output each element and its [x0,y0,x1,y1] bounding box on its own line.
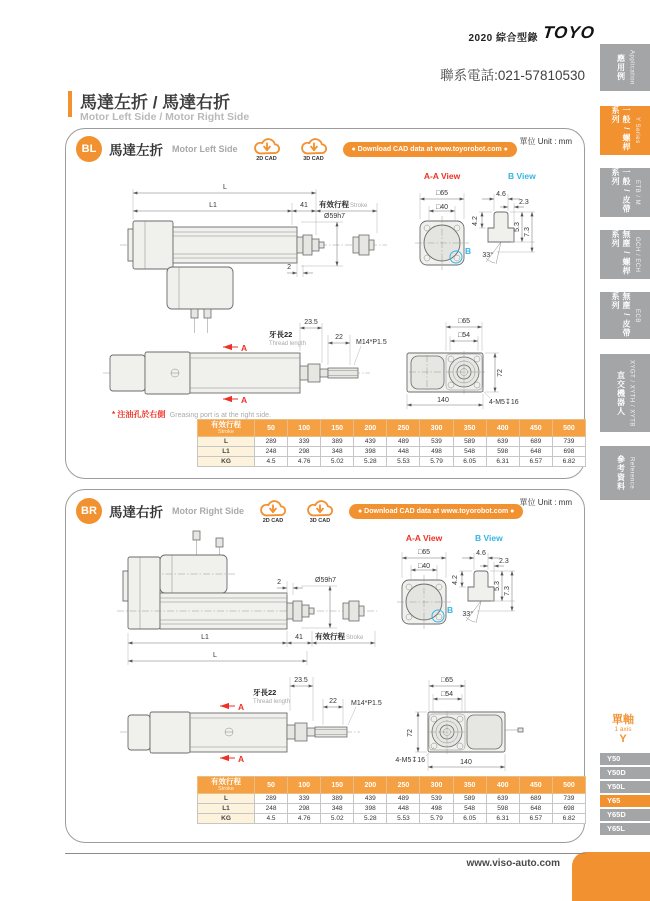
br-technical-drawing [75,525,580,777]
br-unit-label: 單位 Unit : mm [519,498,572,507]
spec-value-cell: 489 [387,794,420,804]
stroke-header-cell: 有效行程 Stroke [198,420,255,437]
spec-value-cell: 348 [321,447,354,457]
spec-value-cell: 6.82 [552,814,585,824]
stroke-col-header: 400 [486,777,519,794]
stroke-col-header: 300 [420,420,453,437]
dim-sq65: □65 [435,190,449,197]
spec-value-cell: 389 [321,437,354,447]
dim-L: L [213,652,217,659]
dim-thread-zh: 牙長22 [269,330,293,339]
spec-value-cell: 639 [486,437,519,447]
download-cad-link[interactable]: ● Download CAD data at www.toyorobot.com ● [349,504,523,519]
cloud-download-icon [251,136,283,158]
stroke-col-header: 100 [288,777,321,794]
spec-value-cell: 598 [486,447,519,457]
dim-sq54: □54 [457,332,471,339]
spec-value-cell: 5.28 [354,814,387,824]
sidebar-tab-reference[interactable] [600,446,650,500]
tab-label-en: GCH / ECH [634,236,640,273]
dim-thread-zh: 牙長22 [253,688,277,697]
dim-2-3: 2.3 [499,558,509,565]
dim-72: 72 [407,729,414,737]
dim-m14: M14*P1.5 [351,700,382,707]
spec-row-l [198,437,586,447]
dim-sq54: □54 [440,691,454,698]
stroke-col-header: 450 [519,420,552,437]
spec-value-cell: 689 [519,794,552,804]
spec-value-cell: 648 [519,804,552,814]
spec-value-cell: 5.53 [387,457,420,467]
footer-divider [65,853,585,854]
dim-23-5: 23.5 [304,319,318,326]
dim-33deg: 33° [482,252,493,259]
br-aa-view [397,533,453,629]
spec-value-cell: 548 [453,804,486,814]
spec-value-cell: 539 [420,437,453,447]
dim-stroke: 有效行程Stroke [319,200,368,209]
cad-2d-label: 2D CAD [262,518,284,524]
spec-value-cell: 5.02 [321,814,354,824]
cloud-download-icon [298,136,330,158]
spec-value-cell: 289 [255,437,288,447]
model-nav-y65[interactable]: Y65 [600,795,650,807]
stroke-header-cell: 有效行程 Stroke [198,777,255,794]
b-marker: B [465,246,472,256]
spec-value-cell: 439 [354,437,387,447]
br-b-view [452,533,515,623]
axis-series: Y [619,733,627,745]
axis-en: 1 axis [614,726,632,733]
spec-row-label: L1 [198,447,255,457]
page-corner-decoration [572,852,650,901]
tab-label-zh: 無塵 / 螺桿系列 [611,230,631,276]
sidebar-tab-xygt-xyth-xytb[interactable] [600,354,650,432]
stroke-col-header: 500 [552,777,585,794]
dim-4-2: 4.2 [452,575,459,585]
spec-row-l1 [198,447,586,457]
axis-nav-header [600,714,646,746]
spec-value-cell: 589 [453,794,486,804]
contact-phone: 聯系電話:021-57810530 [440,68,585,83]
bl-end-view-drawing [407,318,519,409]
spec-value-cell: 5.79 [420,457,453,467]
b-view-label: B View [475,533,503,543]
tab-label-zh: 一般 / 皮帶系列 [611,168,631,214]
dim-sq40: □40 [435,204,449,211]
spec-value-cell: 389 [321,794,354,804]
dim-22: 22 [329,698,337,705]
spec-value-cell: 589 [453,437,486,447]
model-nav-y50l[interactable]: Y50L [600,781,650,793]
spec-value-cell: 398 [354,804,387,814]
bl-b-view [472,171,536,264]
spec-value-cell: 598 [486,804,519,814]
spec-value-cell: 439 [354,794,387,804]
dim-140: 140 [437,397,449,404]
dim-rod-dia: Ø59h7 [324,213,346,220]
stroke-col-header: 150 [321,777,354,794]
spec-row-label: L1 [198,804,255,814]
spec-value-cell: 448 [387,447,420,457]
dim-sq40: □40 [417,563,431,570]
br-spec-table-container [197,776,586,824]
spec-value-cell: 6.31 [486,457,519,467]
tab-label-en: Application [628,50,635,85]
br-top-view-drawing [120,677,382,764]
dim-tap: 4-M5↧16 [395,757,425,764]
section-a-marker: A [238,702,245,712]
tab-label-zh: 無塵 / 皮帶系列 [611,292,631,338]
section-a-marker: A [238,754,245,764]
dim-tap: 4-M5↧16 [489,399,519,406]
stroke-col-header: 200 [354,420,387,437]
spec-value-cell: 348 [321,804,354,814]
dim-140: 140 [460,759,472,766]
spec-value-cell: 6.05 [453,457,486,467]
model-nav-y50[interactable]: Y50 [600,753,650,765]
stroke-col-header: 250 [387,777,420,794]
bl-top-view-drawing [103,319,387,405]
model-nav-y65d[interactable]: Y65D [600,809,650,821]
stroke-col-header: 350 [453,777,486,794]
dim-41: 41 [295,634,303,641]
tab-label-zh: 直交機器人 [616,370,626,416]
br-badge: BR [76,498,102,524]
tab-label-en: ECB [634,308,640,323]
spec-value-cell: 4.76 [288,457,321,467]
dim-sq65: □65 [417,549,431,556]
bl-title-en: Motor Left Side [172,144,238,154]
spec-value-cell: 648 [519,447,552,457]
dim-4-2: 4.2 [472,216,479,226]
stroke-col-header: 300 [420,777,453,794]
section-a-marker: A [241,395,248,405]
stroke-col-header: 400 [486,420,519,437]
bl-badge: BL [76,136,102,162]
sidebar-tab-gch-ech[interactable] [600,230,650,279]
tab-label-en: Y Series [634,117,640,144]
spec-value-cell: 339 [288,437,321,447]
spec-value-cell: 6.57 [519,457,552,467]
aa-view-label: A-A View [405,533,443,543]
spec-value-cell: 539 [420,794,453,804]
bl-title-zh: 馬達左折 [109,143,163,158]
spec-row-label: KG [198,814,255,824]
dim-L: L [223,184,227,191]
spec-value-cell: 698 [552,804,585,814]
dim-2: 2 [287,264,291,271]
spec-value-cell: 6.31 [486,814,519,824]
dim-2-3: 2.3 [519,199,529,206]
tab-label-en: Reference [628,456,635,490]
cad-3d-download[interactable] [302,498,338,524]
cad-2d-label: 2D CAD [256,156,277,162]
stroke-col-header: 50 [255,777,288,794]
dim-L1: L1 [209,202,217,209]
footer-url: www.viso-auto.com [466,858,560,869]
spec-value-cell: 5.28 [354,457,387,467]
dim-2: 2 [277,579,281,586]
spec-value-cell: 689 [519,437,552,447]
dim-stroke: 有效行程Stroke [315,632,364,641]
stroke-col-header: 150 [321,420,354,437]
spec-value-cell: 448 [387,804,420,814]
spec-value-cell: 5.02 [321,457,354,467]
spec-value-cell: 498 [420,804,453,814]
dim-m14: M14*P1.5 [356,339,387,346]
section-a-marker: A [241,343,248,353]
spec-value-cell: 248 [255,804,288,814]
spec-value-cell: 6.57 [519,814,552,824]
page-subtitle: Motor Left Side / Motor Right Side [80,111,250,123]
dim-sq65-end: □65 [457,318,471,325]
spec-value-cell: 339 [288,794,321,804]
sidebar-tab-ecb[interactable] [600,292,650,339]
stroke-col-header: 50 [255,420,288,437]
model-nav-y65l[interactable]: Y65L [600,823,650,835]
dim-L1: L1 [201,634,209,641]
spec-value-cell: 298 [288,447,321,457]
spec-value-cell: 298 [288,804,321,814]
dim-72: 72 [497,369,504,377]
spec-value-cell: 739 [552,794,585,804]
stroke-col-header: 500 [552,420,585,437]
dim-41: 41 [300,202,308,209]
spec-value-cell: 5.53 [387,814,420,824]
dim-33deg: 33° [462,611,473,618]
bl-unit-label: 單位 Unit : mm [519,137,572,146]
tab-label-en: ETB / M [634,179,640,206]
title-accent-bar [68,91,72,117]
aa-view-label: A-A View [423,171,461,181]
spec-value-cell: 698 [552,447,585,457]
dim-thread-en: Thread length [253,699,291,705]
spec-row-label: L [198,794,255,804]
spec-row-kg [198,814,586,824]
dim-sq65-end: □65 [440,677,454,684]
stroke-col-header: 250 [387,420,420,437]
dim-7-3: 7.3 [504,586,511,596]
spec-value-cell: 489 [387,437,420,447]
sidebar-tab-etb-m[interactable] [600,168,650,217]
br-end-view-drawing [395,677,523,771]
spec-value-cell: 739 [552,437,585,447]
spec-value-cell: 6.82 [552,457,585,467]
stroke-spec-table [197,419,586,467]
dim-7-3: 7.3 [524,227,531,237]
download-cad-link[interactable]: ● Download CAD data at www.toyorobot.com ● [343,142,517,157]
greasing-note-zh: * 注油孔於右側 [112,410,166,419]
spec-value-cell: 248 [255,447,288,457]
cad-3d-label: 3D CAD [309,518,331,524]
spec-value-cell: 498 [420,447,453,457]
bl-aa-view [415,171,471,270]
spec-value-cell: 639 [486,794,519,804]
sidebar-tab-application[interactable] [600,44,650,91]
dim-rod-dia: Ø59h7 [315,577,337,584]
spec-row-label: L [198,437,255,447]
cloud-download-icon [304,498,336,520]
b-view-label: B View [508,171,536,181]
stroke-col-header: 200 [354,777,387,794]
b-marker: B [447,605,454,615]
bl-technical-drawing [75,165,580,423]
dim-23-5: 23.5 [294,677,308,684]
br-title-en: Motor Right Side [172,506,244,516]
catalog-edition: 2020 綜合型錄 [468,33,538,44]
spec-row-kg [198,457,586,467]
tab-label-zh: 參考資料 [616,455,626,491]
tab-label-zh: 一般 / 螺桿系列 [611,106,631,152]
dim-22: 22 [335,334,343,341]
sidebar-tab-y-series[interactable] [600,106,650,155]
br-title-zh: 馬達右折 [109,505,163,520]
spec-value-cell: 548 [453,447,486,457]
stroke-spec-table [197,776,586,824]
bl-spec-table-container [197,419,586,467]
stroke-col-header: 450 [519,777,552,794]
spec-row-l1 [198,804,586,814]
stroke-col-header: 350 [453,420,486,437]
dim-5-3: 5.3 [494,581,501,591]
greasing-note-en: Greasing port is at the right side. [169,412,271,419]
cad-2d-download[interactable] [249,136,285,162]
cloud-download-icon [257,498,289,520]
spec-value-cell: 289 [255,794,288,804]
cad-3d-download[interactable] [296,136,332,162]
dim-thread-en: Thread length [269,341,307,347]
spec-value-cell: 4.76 [288,814,321,824]
model-nav-y50d[interactable]: Y50D [600,767,650,779]
spec-row-label: KG [198,457,255,467]
br-side-view-drawing [117,531,377,629]
dim-5-3: 5.3 [514,222,521,232]
stroke-col-header: 100 [288,420,321,437]
page-title: 馬達左折 / 馬達右折 [80,93,231,112]
dim-4-6: 4.6 [496,191,506,198]
spec-value-cell: 4.5 [255,457,288,467]
tab-label-en: XYGT / XYTH / XYTB [628,359,635,427]
cad-3d-label: 3D CAD [303,156,324,162]
dim-4-6: 4.6 [476,550,486,557]
spec-row-l [198,794,586,804]
spec-value-cell: 5.79 [420,814,453,824]
axis-zh: 單軸 [612,714,634,726]
spec-value-cell: 6.05 [453,814,486,824]
spec-value-cell: 4.5 [255,814,288,824]
cad-2d-download[interactable] [255,498,291,524]
toyo-logo: TOYO [542,23,597,42]
spec-value-cell: 398 [354,447,387,457]
tab-label-zh: 應用例 [616,54,626,81]
bl-side-view-drawing [120,221,387,333]
